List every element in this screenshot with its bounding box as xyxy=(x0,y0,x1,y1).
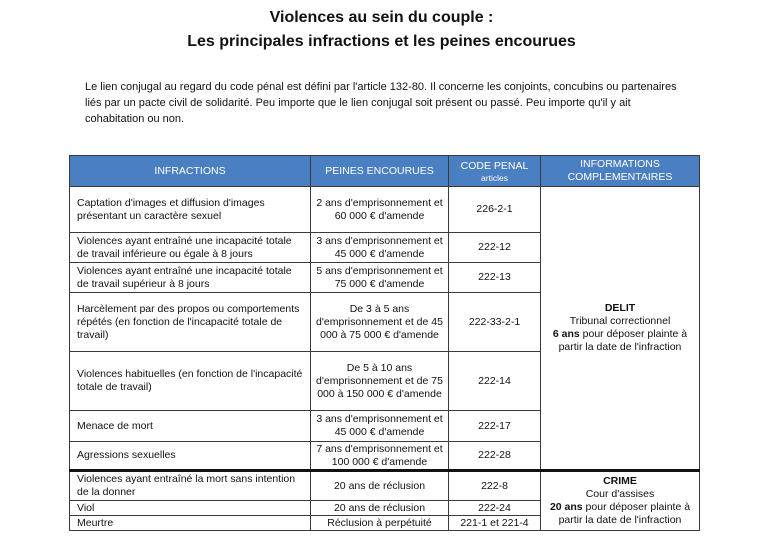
header-code-label: CODE PENAL xyxy=(460,159,529,172)
cell-code: 226-2-1 xyxy=(449,187,541,233)
crime-court: Cour d'assises xyxy=(585,488,655,500)
header-code-sub: articles xyxy=(481,172,508,183)
cell-peine: De 3 à 5 ans d'emprisonnement et de 45 000 à 75 000 € d'amende xyxy=(311,293,449,352)
cell-infraction: Agressions sexuelles xyxy=(70,442,311,471)
cell-peine: 20 ans de réclusion xyxy=(311,501,449,516)
cell-code: 222-13 xyxy=(449,263,541,293)
cell-infraction: Violences ayant entraîné une incapacité totale de travail inférieure ou égale à 8 jours xyxy=(70,233,311,263)
crime-delay xyxy=(546,501,694,527)
delit-info-cell xyxy=(541,187,700,471)
cell-code: 222-33-2-1 xyxy=(449,293,541,352)
cell-code: 222-17 xyxy=(449,411,541,442)
page-subtitle: Les principales infractions et les peines encourues xyxy=(187,33,576,50)
cell-code: 222-8 xyxy=(449,471,541,501)
delit-delay-text: pour déposer plainte à partir la date de l'infraction xyxy=(558,328,688,353)
cell-infraction: Harcèlement par des propos ou comportements répétés (en fonction de l'incapacité totale de travail) xyxy=(70,293,311,352)
crime-title: CRIME xyxy=(603,475,637,487)
cell-code: 222-28 xyxy=(449,442,541,471)
cell-peine: De 5 à 10 ans d'emprisonnement et de 75 000 à 150 000 € d'amende xyxy=(311,352,449,411)
crime-delay-bold: 20 ans xyxy=(549,501,583,513)
cell-infraction: Violences ayant entraîné la mort sans intention de la donner xyxy=(70,471,311,501)
infractions-table xyxy=(69,155,700,531)
cell-code: 222-14 xyxy=(449,352,541,411)
cell-peine: 20 ans de réclusion xyxy=(311,471,449,501)
header-peines: PEINES ENCOURUES xyxy=(311,156,449,187)
cell-code: 222-12 xyxy=(449,233,541,263)
cell-infraction: Meurtre xyxy=(70,516,311,531)
table-row xyxy=(70,187,700,233)
cell-peine: 5 ans d'emprisonnement et 75 000 € d'amende xyxy=(311,263,449,293)
cell-code: 222-24 xyxy=(449,501,541,516)
table-row xyxy=(70,471,700,501)
delit-delay xyxy=(546,328,694,354)
intro-paragraph: Le lien conjugal au regard du code pénal est défini par l'article 132-80. Il concerne les conjoints, concubins ou partenaires liés par un pacte civil de solidarité. Peu importe que le lien conjugal soit présent ou passé. Peu importe qu'il y ait cohabitation ou non. xyxy=(85,81,677,125)
header-info xyxy=(541,156,700,187)
delit-delay-bold: 6 ans xyxy=(552,328,580,340)
cell-infraction: Menace de mort xyxy=(70,411,311,442)
cell-peine: 7 ans d'emprisonnement et 100 000 € d'amende xyxy=(311,442,449,471)
cell-code: 221-1 et 221-4 xyxy=(449,516,541,531)
cell-infraction: Viol xyxy=(70,501,311,516)
page-title: Violences au sein du couple : xyxy=(269,9,494,26)
delit-title: DELIT xyxy=(604,302,636,314)
header-code xyxy=(449,156,541,187)
header-info-line1: INFORMATIONS xyxy=(580,158,660,170)
cell-peine: 3 ans d'emprisonnement et 45 000 € d'amende xyxy=(311,233,449,263)
header-infractions: INFRACTIONS xyxy=(70,156,311,187)
delit-tribunal: Tribunal correctionnel xyxy=(569,315,671,327)
cell-infraction: Captation d'images et diffusion d'images présentant un caractère sexuel xyxy=(70,187,311,233)
cell-infraction: Violences ayant entraîné une incapacité totale de travail supérieur à 8 jours xyxy=(70,263,311,293)
crime-delay-text: pour déposer plainte à partir la date de l'infraction xyxy=(558,501,691,526)
cell-peine: Réclusion à perpétuité xyxy=(311,516,449,531)
header-info-line2: COMPLEMENTAIRES xyxy=(567,171,673,183)
crime-info-cell xyxy=(541,471,700,531)
cell-infraction: Violences habituelles (en fonction de l'incapacité totale de travail) xyxy=(70,352,311,411)
header-row xyxy=(70,156,700,187)
cell-peine: 3 ans d'emprisonnement et 45 000 € d'amende xyxy=(311,411,449,442)
cell-peine: 2 ans d'emprisonnement et 60 000 € d'amende xyxy=(311,187,449,233)
